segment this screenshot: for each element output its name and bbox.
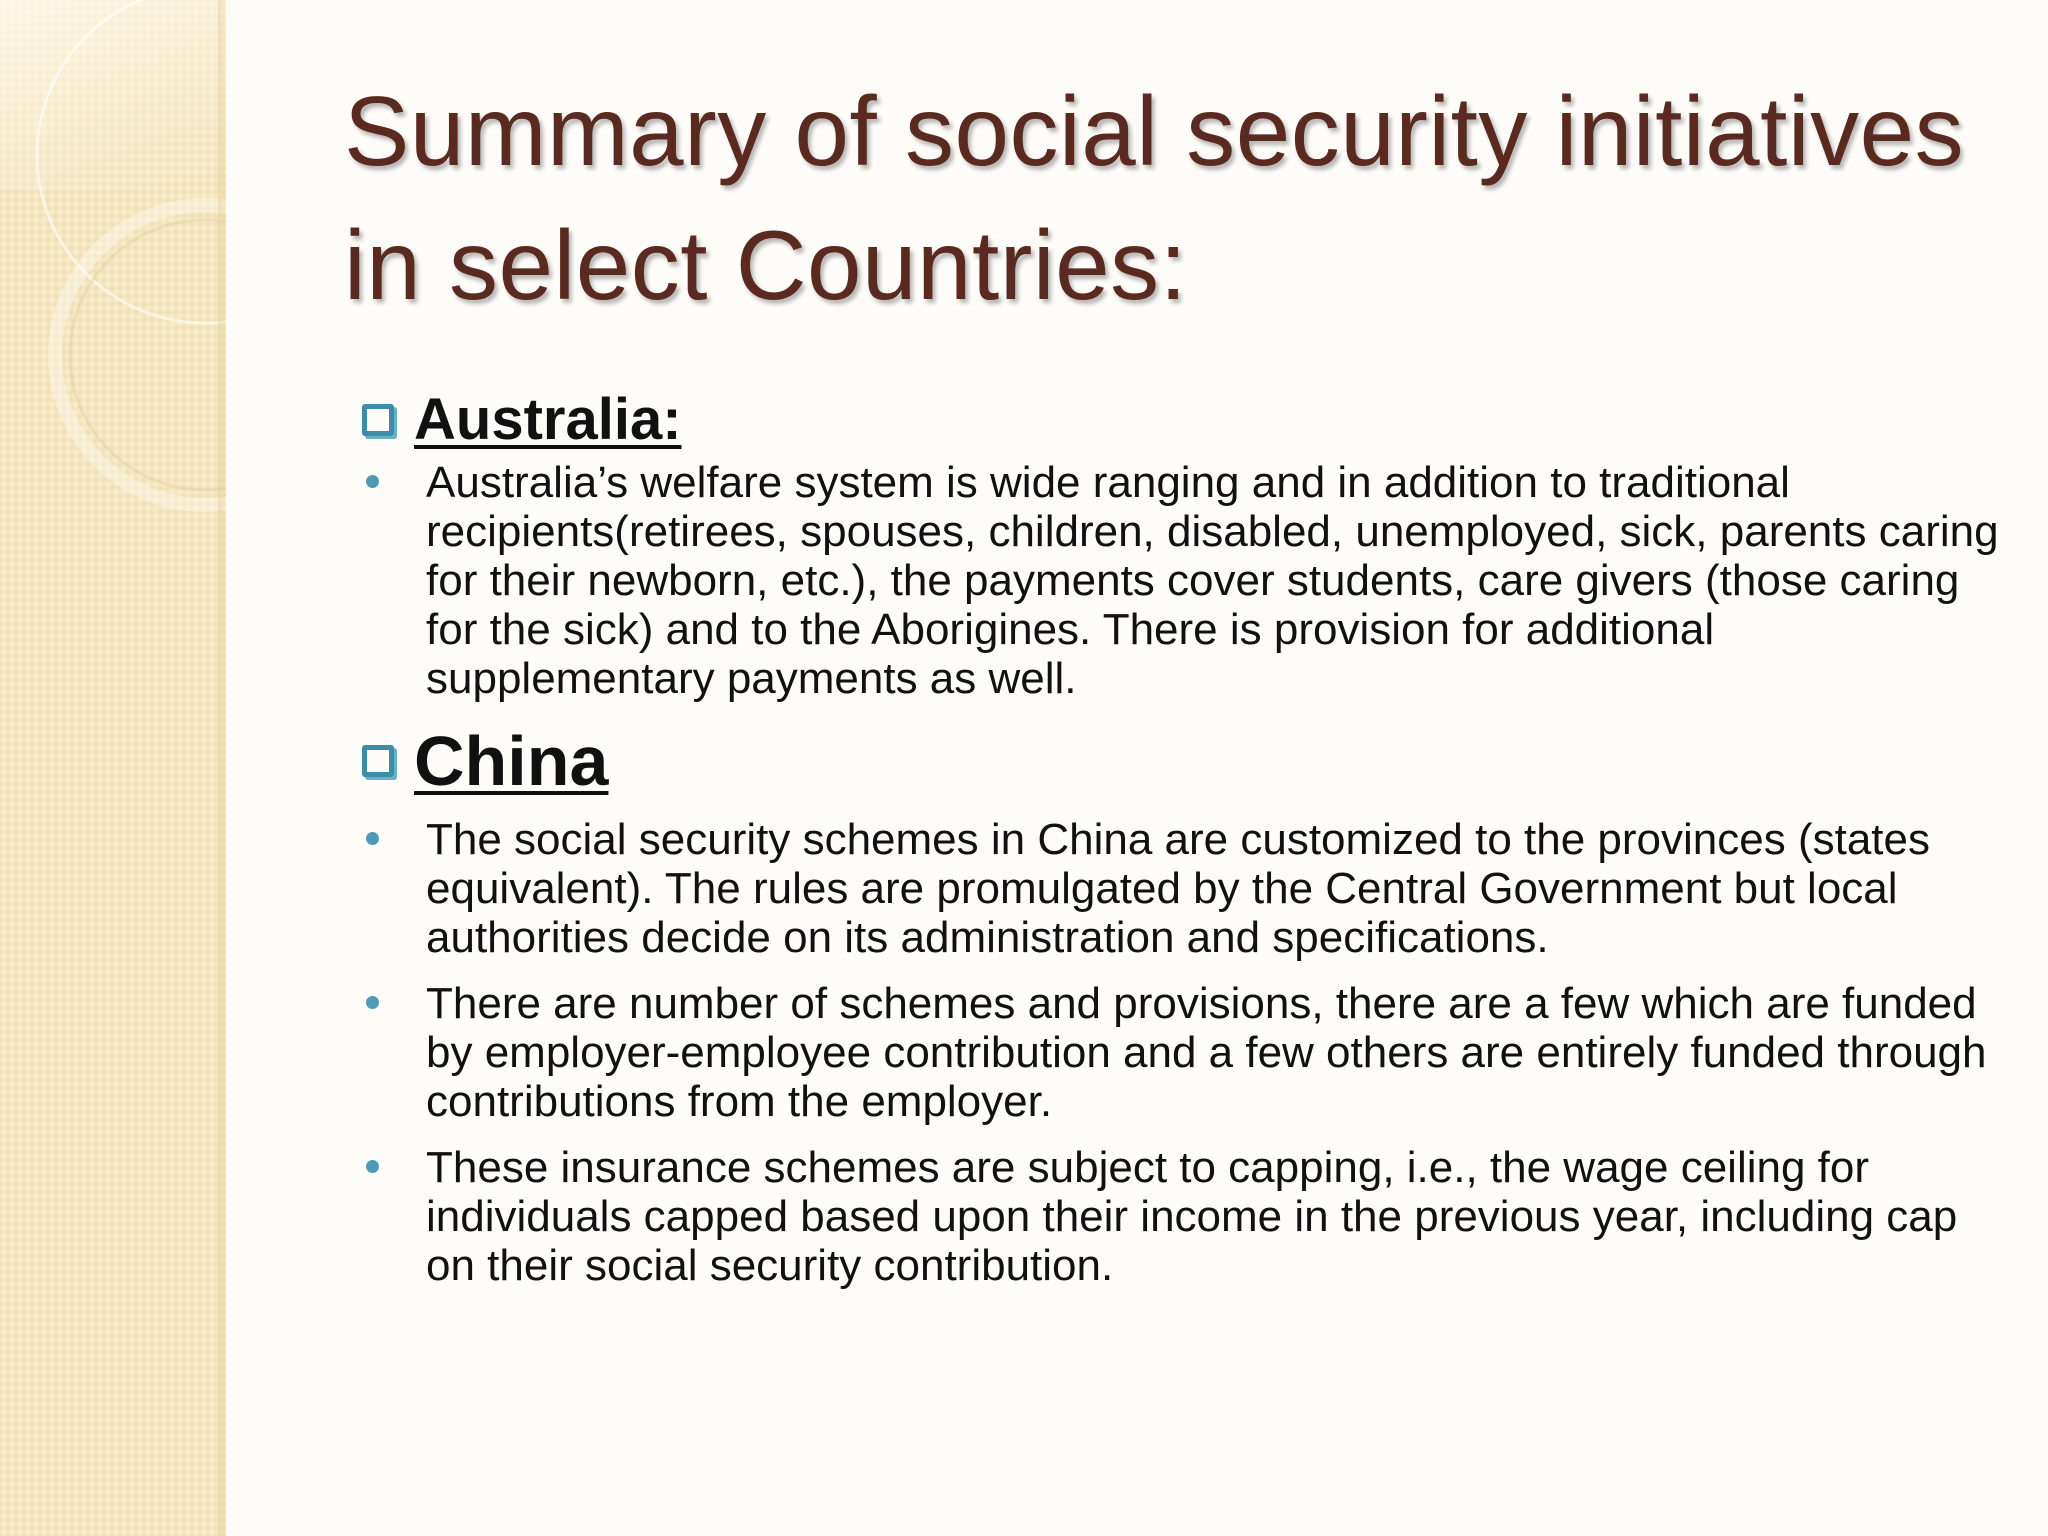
list-item <box>362 458 2002 703</box>
bullet-text: The social security schemes in China are customized to the provinces (states equivalent). The rules are promulgated by the Central Government but local authorities decide on its administration and specifications. <box>426 815 1930 962</box>
band-edge-shadow <box>218 0 226 1536</box>
slide-content <box>362 384 2002 1307</box>
decorative-swirl <box>0 0 226 520</box>
list-item <box>362 1143 2002 1290</box>
dot-icon <box>366 475 379 488</box>
checkbox-square-icon <box>362 745 394 777</box>
list-item <box>362 815 2002 962</box>
heading-label: China <box>414 722 609 800</box>
heading-label: Australia: <box>414 387 682 452</box>
slide-title: Summary of social security initiatives in select Countries: <box>344 76 1965 320</box>
bullet-text: These insurance schemes are subject to capping, i.e., the wage ceiling for individuals capped based upon their income in the previous year, including cap on their social security contribution. <box>426 1143 1958 1290</box>
dot-icon <box>366 996 379 1009</box>
dot-icon <box>366 1160 379 1173</box>
section-heading-australia <box>362 384 2002 456</box>
australia-bullet-list <box>362 458 2002 703</box>
dot-icon <box>366 832 379 845</box>
checkbox-square-icon <box>362 404 394 436</box>
decorative-side-band <box>0 0 226 1536</box>
section-heading-china <box>362 719 2002 803</box>
list-item <box>362 979 2002 1126</box>
bullet-text: Australia’s welfare system is wide ranging and in addition to traditional recipients(retirees, spouses, children, disabled, unemployed, sick, parents caring for their newborn, etc.), the payments cover students, care givers (those caring for the sick) and to the Aborigines. There is provision for additional supplementary payments as well. <box>426 458 1999 703</box>
bullet-text: There are number of schemes and provisions, there are a few which are funded by employer-employee contribution and a few others are entirely funded through contributions from the employer. <box>426 979 1987 1126</box>
china-bullet-list <box>362 815 2002 1290</box>
